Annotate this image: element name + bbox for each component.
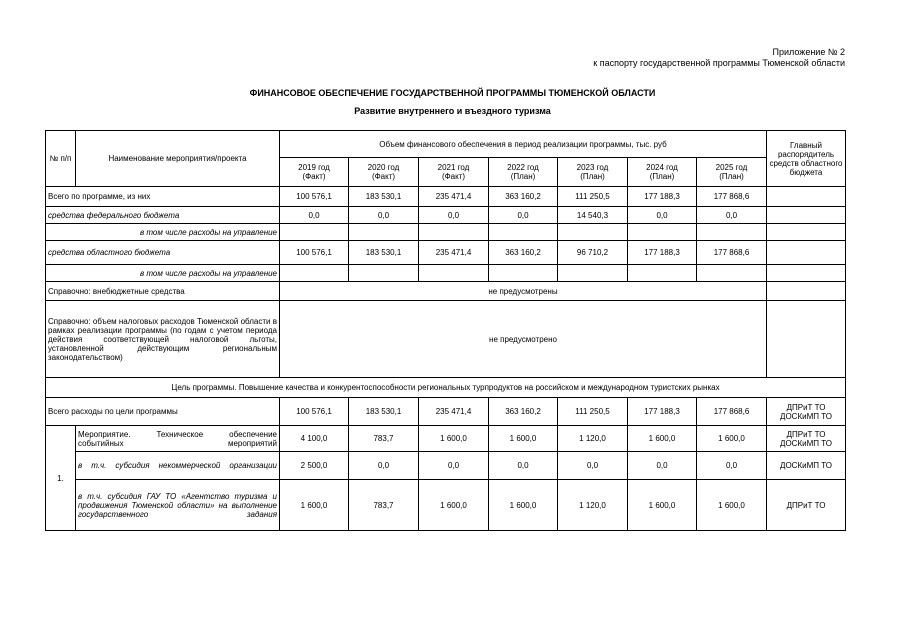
row-label: в т.ч. субсидия некоммерческой организации xyxy=(76,452,280,480)
cell-value: 0,0 xyxy=(280,207,349,224)
cell-value: 100 576,1 xyxy=(280,398,349,426)
table-row-total xyxy=(46,187,846,207)
cell-manager xyxy=(767,187,846,207)
cell-manager xyxy=(767,207,846,224)
annex-caption xyxy=(593,47,845,69)
cell-value: 0,0 xyxy=(697,207,767,224)
cell-value: 363 160,2 xyxy=(489,241,558,265)
header-volume: Объем финансового обеспечения в период реализации программы, тыс. руб xyxy=(280,131,767,158)
cell-value: 177 868,6 xyxy=(697,187,767,207)
cell-value: 1 600,0 xyxy=(419,426,489,452)
header-year: 2025 год (План) xyxy=(697,158,767,187)
cell-value: 0,0 xyxy=(419,452,489,480)
header-year: 2020 год (Факт) xyxy=(349,158,419,187)
table-row-goal xyxy=(46,378,846,398)
table-row-regional xyxy=(46,241,846,265)
cell-value: 100 576,1 xyxy=(280,241,349,265)
table-row-management xyxy=(46,265,846,282)
cell-value: 14 540,3 xyxy=(558,207,628,224)
cell-value: 183 530,1 xyxy=(349,398,419,426)
cell-value: 783,7 xyxy=(349,480,419,531)
row-label: средства областного бюджета xyxy=(46,241,280,265)
cell-value: 1 120,0 xyxy=(558,426,628,452)
row-label: средства федерального бюджета xyxy=(46,207,280,224)
cell-merged-value: не предусмотрено xyxy=(280,301,767,378)
cell-value: 1 600,0 xyxy=(697,426,767,452)
cell-manager: ДПРиТ ТО xyxy=(767,480,846,531)
annex-line-1: Приложение № 2 xyxy=(772,47,845,57)
cell-value: 363 160,2 xyxy=(489,398,558,426)
table-row-management xyxy=(46,224,846,241)
document-title: ФИНАНСОВОЕ ОБЕСПЕЧЕНИЕ ГОСУДАРСТВЕННОЙ ПРОГРАММЫ ТЮМЕНСКОЙ ОБЛАСТИ xyxy=(249,88,656,98)
cell-value: 0,0 xyxy=(628,452,697,480)
row-label: Справочно: объем налоговых расходов Тюменской области в рамках реализации программы (по годам с учетом периода действия соответствующей налоговой льготы, установленной действующим региональным законодательством) xyxy=(46,301,280,378)
cell-value: 1 600,0 xyxy=(628,426,697,452)
cell-value: 96 710,2 xyxy=(558,241,628,265)
cell-value: 177 188,3 xyxy=(628,187,697,207)
cell-value: 4 100,0 xyxy=(280,426,349,452)
header-year: 2021 год (Факт) xyxy=(419,158,489,187)
row-number: 1. xyxy=(46,426,76,531)
cell-value: 1 600,0 xyxy=(489,426,558,452)
header-row xyxy=(46,131,846,158)
cell-value: 0,0 xyxy=(628,207,697,224)
cell-value: 177 868,6 xyxy=(697,241,767,265)
cell-manager: ДПРиТ ТО ДОСКиМП ТО xyxy=(767,426,846,452)
cell-value: 0,0 xyxy=(697,452,767,480)
cell-manager: ДПРиТ ТО ДОСКиМП ТО xyxy=(767,398,846,426)
header-year: 2024 год (План) xyxy=(628,158,697,187)
cell-value: 111 250,5 xyxy=(558,187,628,207)
cell-value: 177 188,3 xyxy=(628,241,697,265)
header-manager: Главный распорядитель средств областного бюджета xyxy=(767,131,846,187)
cell-value: 183 530,1 xyxy=(349,187,419,207)
cell-value: 0,0 xyxy=(419,207,489,224)
cell-manager: ДОСКиМП ТО xyxy=(767,452,846,480)
cell-value: 0,0 xyxy=(558,452,628,480)
cell-value: 235 471,4 xyxy=(419,187,489,207)
row-label: в том числе расходы на управление xyxy=(46,265,280,282)
cell-value: 1 600,0 xyxy=(280,480,349,531)
cell-value: 183 530,1 xyxy=(349,241,419,265)
cell-value: 363 160,2 xyxy=(489,187,558,207)
header-year: 2023 год (План) xyxy=(558,158,628,187)
cell-manager xyxy=(767,301,846,378)
header-num: № п/п xyxy=(46,131,76,187)
finance-table xyxy=(45,130,846,531)
cell-value: 0,0 xyxy=(349,452,419,480)
table-row-item xyxy=(46,426,846,452)
row-label: Мероприятие. Техническое обеспечение событийных мероприятий xyxy=(76,426,280,452)
cell-value: 0,0 xyxy=(489,452,558,480)
row-label: в т.ч. субсидия ГАУ ТО «Агентство туризма и продвижения Тюменской области» на выполнение государственного задания xyxy=(76,480,280,531)
cell-value: 0,0 xyxy=(489,207,558,224)
row-label: Справочно: внебюджетные средства xyxy=(46,282,280,301)
table-row-goal-total xyxy=(46,398,846,426)
cell-value: 2 500,0 xyxy=(280,452,349,480)
cell-value: 783,7 xyxy=(349,426,419,452)
cell-value: 177 868,6 xyxy=(697,398,767,426)
table-row-extrabudget xyxy=(46,282,846,301)
cell-value: 1 120,0 xyxy=(558,480,628,531)
table-row-tax xyxy=(46,301,846,378)
cell-value: 1 600,0 xyxy=(697,480,767,531)
header-year: 2022 год (План) xyxy=(489,158,558,187)
goal-label: Цель программы. Повышение качества и конкурентоспособности региональных турпродуктов на российском и международном туристских рынках xyxy=(46,378,846,398)
cell-value: 235 471,4 xyxy=(419,241,489,265)
cell-value: 111 250,5 xyxy=(558,398,628,426)
header-year: 2019 год (Факт) xyxy=(280,158,349,187)
cell-value: 1 600,0 xyxy=(489,480,558,531)
row-label: Всего расходы по цели программы xyxy=(46,398,280,426)
cell-manager xyxy=(767,282,846,301)
cell-value: 177 188,3 xyxy=(628,398,697,426)
cell-value: 235 471,4 xyxy=(419,398,489,426)
row-label: в том числе расходы на управление xyxy=(46,224,280,241)
cell-manager xyxy=(767,241,846,265)
cell-merged-value: не предусмотрены xyxy=(280,282,767,301)
cell-value: 1 600,0 xyxy=(628,480,697,531)
cell-value: 1 600,0 xyxy=(419,480,489,531)
row-label: Всего по программе, из них xyxy=(46,187,280,207)
table-row-federal xyxy=(46,207,846,224)
annex-line-2: к паспорту государственной программы Тюменской области xyxy=(593,58,845,68)
table-row-subitem xyxy=(46,480,846,531)
table-row-subitem xyxy=(46,452,846,480)
header-name: Наименование мероприятия/проекта xyxy=(76,131,280,187)
document-subtitle: Развитие внутреннего и въездного туризма xyxy=(354,106,551,116)
cell-value: 0,0 xyxy=(349,207,419,224)
cell-value: 100 576,1 xyxy=(280,187,349,207)
